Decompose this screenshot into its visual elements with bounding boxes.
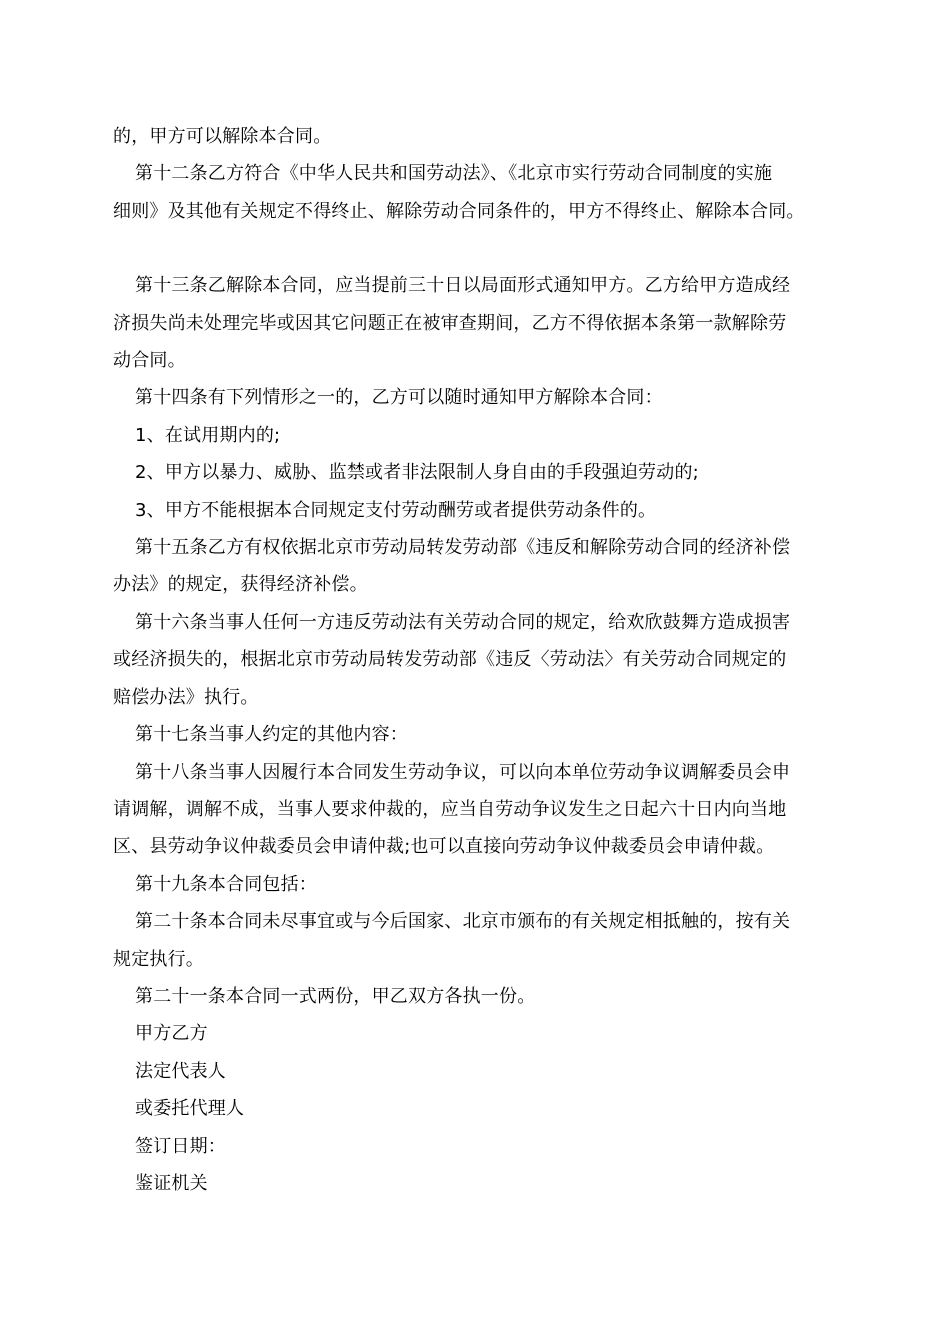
paragraph-line: 签订日期：: [135, 1135, 226, 1157]
paragraph-line: 济损失尚未处理完毕或因其它问题正在被审查期间，乙方不得依据本条第一款解除劳: [113, 312, 787, 334]
paragraph-line: 规定执行。: [113, 948, 204, 970]
paragraph-line: 第十九条本合同包括：: [135, 873, 317, 895]
document-paragraph: [113, 1015, 843, 1052]
paragraph-line: 或经济损失的，根据北京市劳动局转发劳动部《违反〈劳动法〉有关劳动合同规定的: [113, 649, 787, 671]
paragraph-line: 第十二条乙方符合《中华人民共和国劳动法》、《北京市实行劳动合同制度的实施: [135, 163, 773, 185]
paragraph-line: 第十三条乙解除本合同，应当提前三十日以局面形式通知甲方。乙方给甲方造成经: [135, 275, 791, 297]
document-paragraph: [113, 716, 843, 753]
document-paragraph: [113, 604, 843, 716]
document-paragraph: [113, 1128, 843, 1165]
document-paragraph: [113, 454, 843, 491]
paragraph-line: 细则》及其他有关规定不得终止、解除劳动合同条件的，甲方不得终止、解除本合同。: [113, 200, 805, 222]
paragraph-line: 第十六条当事人任何一方违反劳动法有关劳动合同的规定，给欢欣鼓舞方造成损害: [135, 611, 791, 633]
document-paragraph: [113, 978, 843, 1015]
paragraph-line: 或委托代理人: [135, 1098, 245, 1120]
document-paragraph: [113, 529, 843, 604]
paragraph-line: 鉴证机关: [135, 1172, 208, 1194]
paragraph-line: 办法》的规定，获得经济补偿。: [113, 574, 368, 596]
document-paragraph: [113, 1090, 843, 1127]
paragraph-line: 动合同。: [113, 350, 186, 372]
paragraph-line: 第二十一条本合同一式两份，甲乙双方各执一份。: [135, 985, 536, 1007]
document-paragraph: [113, 417, 843, 454]
paragraph-line: 第十五条乙方有权依据北京市劳动局转发劳动部《违反和解除劳动合同的经济补偿: [135, 537, 791, 559]
paragraph-line: 的，甲方可以解除本合同。: [113, 126, 332, 147]
paragraph-line: 2、甲方以暴力、威胁、监禁或者非法限制人身自由的手段强迫劳动的;: [135, 462, 699, 484]
document-body: [113, 118, 843, 1202]
paragraph-line: 法定代表人: [135, 1060, 226, 1082]
document-paragraph: [113, 267, 843, 379]
paragraph-line: 第十八条当事人因履行本合同发生劳动争议，可以向本单位劳动争议调解委员会申: [135, 761, 791, 783]
paragraph-line: 请调解，调解不成，当事人要求仲裁的，应当自劳动争议发生之日起六十日内向当地: [113, 798, 787, 820]
paragraph-line: 赔偿办法》执行。: [113, 686, 259, 708]
paragraph-line: 第十四条有下列情形之一的，乙方可以随时通知甲方解除本合同：: [135, 387, 663, 409]
paragraph-line: 区、县劳动争议仲裁委员会申请仲裁;也可以直接向劳动争议仲裁委员会申请仲裁。: [113, 836, 775, 858]
paragraph-line: 第十七条当事人约定的其他内容：: [135, 724, 408, 746]
paragraph-line: 1、在试用期内的;: [135, 424, 281, 446]
document-paragraph: [113, 492, 843, 529]
document-paragraph: [113, 155, 843, 230]
document-paragraph: [113, 754, 843, 866]
document-paragraph: [113, 903, 843, 978]
document-paragraph: [113, 379, 843, 416]
document-paragraph: [113, 866, 843, 903]
document-paragraph: [113, 1053, 843, 1090]
paragraph-line: 第二十条本合同未尽事宜或与今后国家、北京市颁布的有关规定相抵触的，按有关: [135, 911, 791, 933]
document-paragraph: [113, 118, 843, 155]
document-paragraph: [113, 1165, 843, 1202]
paragraph-line: 3、甲方不能根据本合同规定支付劳动酬劳或者提供劳动条件的。: [135, 499, 657, 521]
paragraph-line: 甲方乙方: [135, 1023, 208, 1045]
